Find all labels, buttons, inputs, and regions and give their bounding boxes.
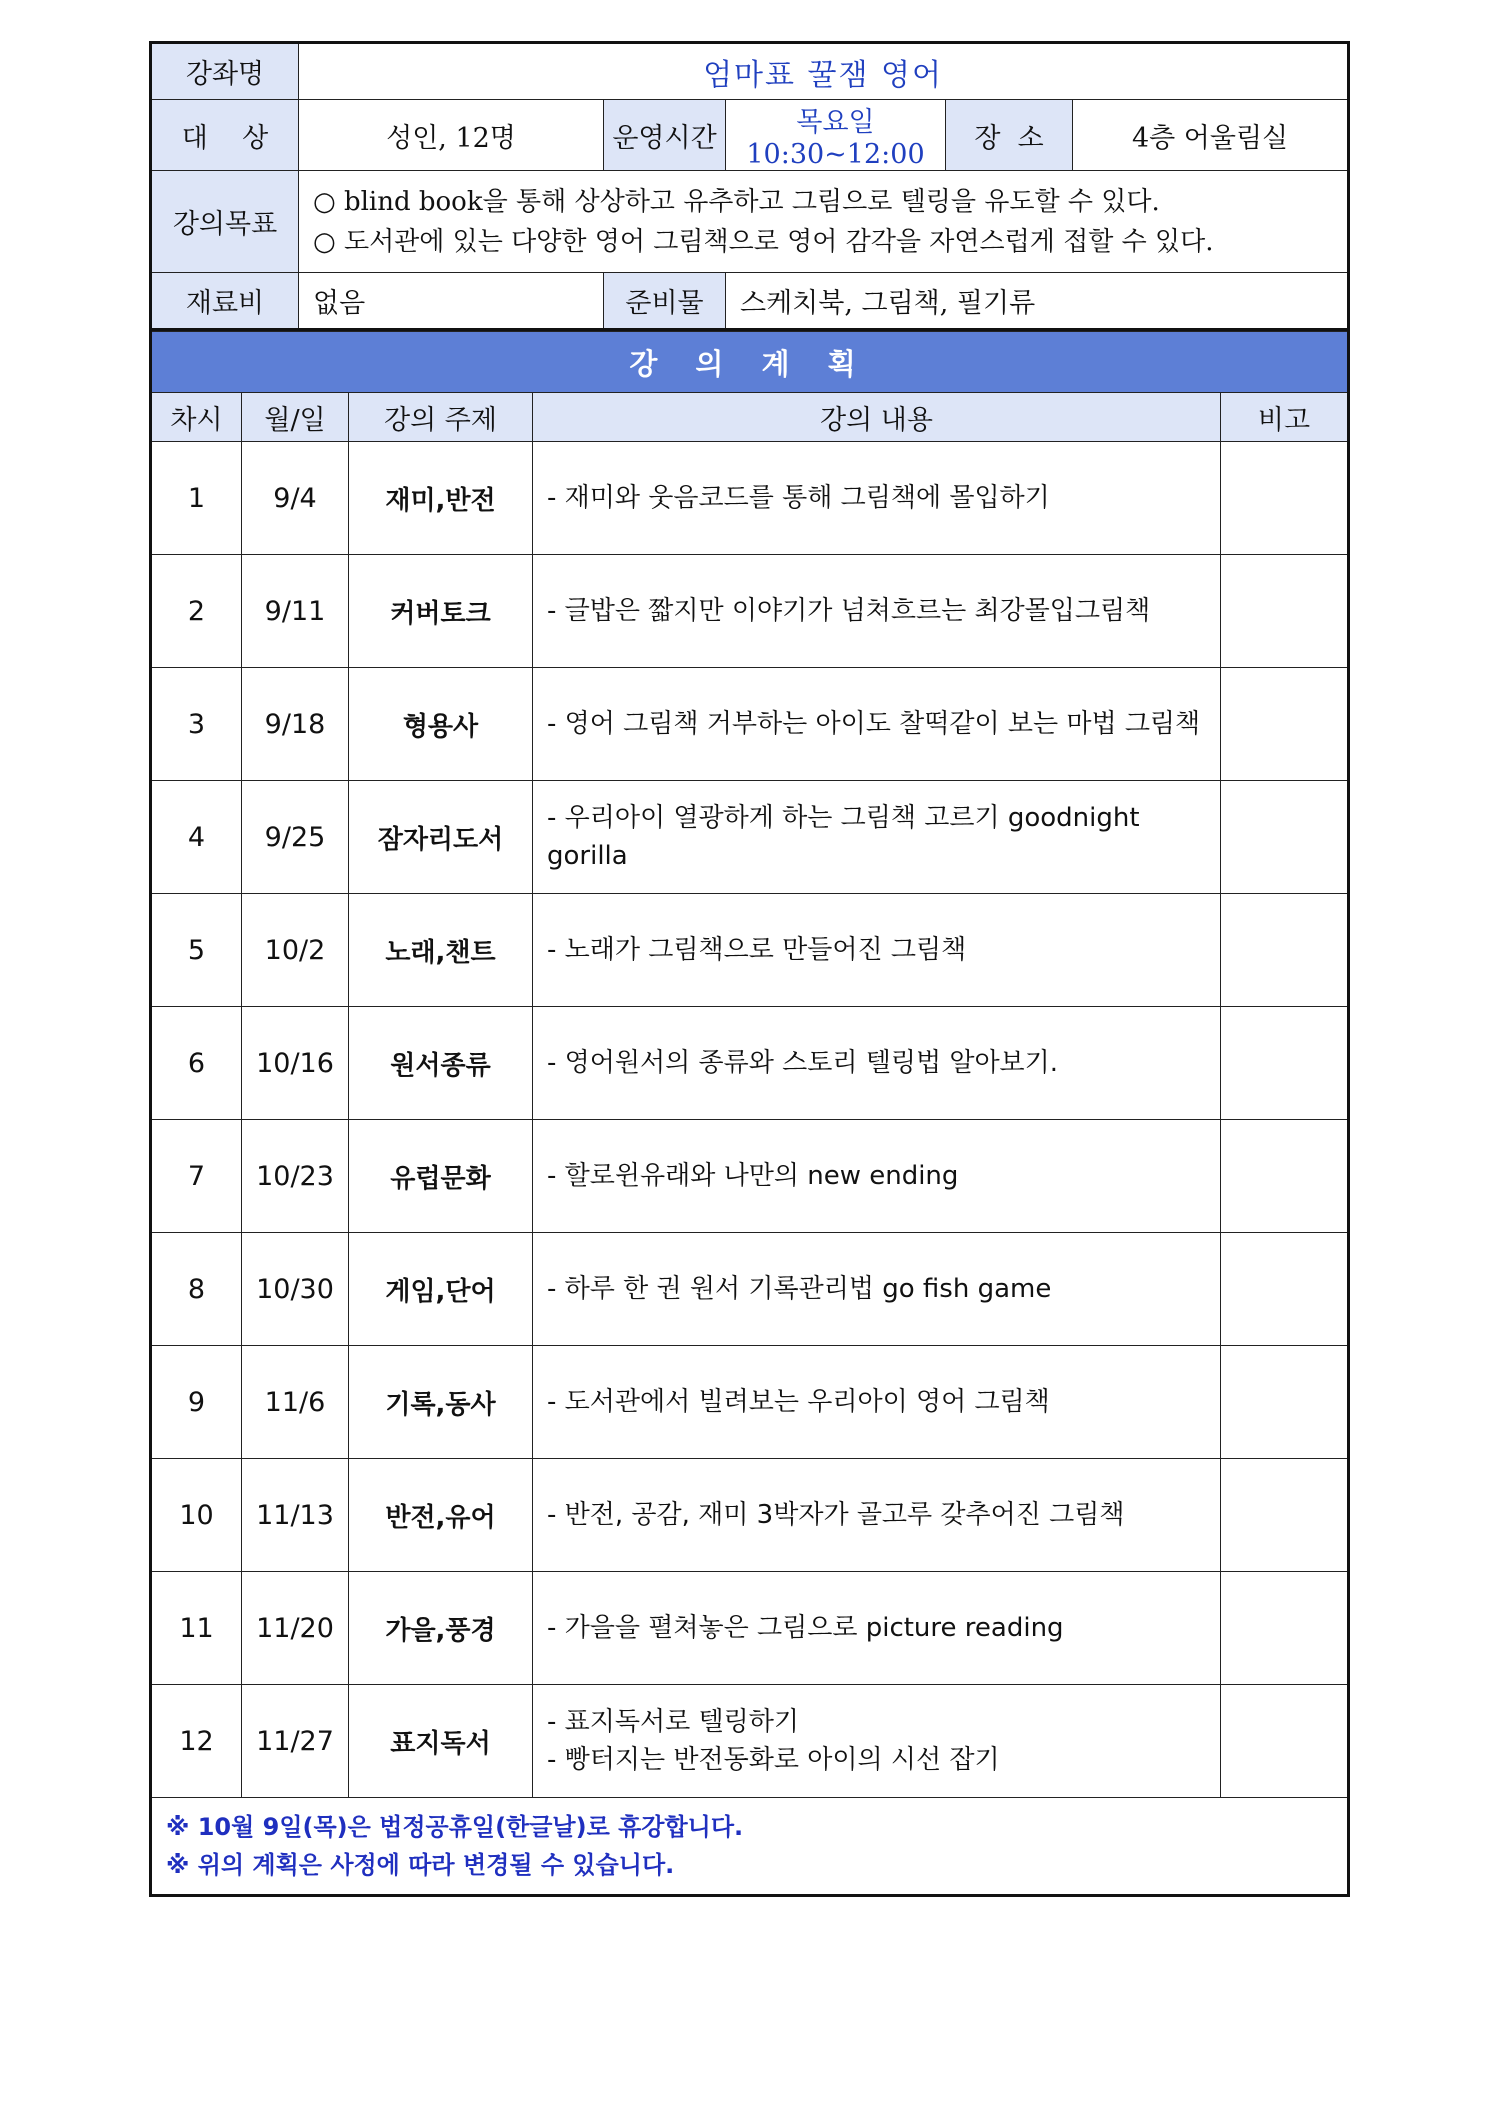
goal-item: ○ 도서관에 있는 다양한 영어 그림책으로 영어 감각을 자연스럽게 접할 수 있다.	[313, 226, 1214, 257]
session-date: 10/23	[242, 1120, 349, 1233]
content-line: - 재미와 웃음코드를 통해 그림책에 몰입하기	[547, 483, 1050, 513]
course-label: 강좌명	[151, 43, 299, 100]
content-line: - 가을을 펼쳐놓은 그림으로 picture reading	[547, 1613, 1064, 1643]
session-remarks	[1221, 1233, 1349, 1346]
goal-label: 강의목표	[151, 171, 299, 273]
material-fee-value: 없음	[299, 273, 604, 330]
session-remarks	[1221, 1459, 1349, 1572]
session-topic: 표지독서	[349, 1685, 533, 1798]
table-row	[151, 668, 1349, 781]
table-row	[151, 1120, 1349, 1233]
lecture-plan-document	[149, 41, 1347, 1897]
session-content	[533, 1459, 1221, 1572]
session-date: 9/11	[242, 555, 349, 668]
content-line: - 빵터지는 반전동화로 아이의 시선 잡기	[547, 1745, 1000, 1775]
goal-list	[299, 171, 1349, 273]
session-remarks	[1221, 1007, 1349, 1120]
lecture-plan-table	[149, 331, 1350, 1897]
header-session: 차시	[151, 393, 242, 442]
session-date: 10/16	[242, 1007, 349, 1120]
session-content	[533, 1120, 1221, 1233]
session-content	[533, 1233, 1221, 1346]
change-note: ※ 위의 계획은 사정에 따라 변경될 수 있습니다.	[166, 1851, 675, 1879]
content-line: - 표지독서로 텔링하기	[547, 1707, 799, 1737]
session-content	[533, 781, 1221, 894]
session-date: 10/30	[242, 1233, 349, 1346]
session-remarks	[1221, 1572, 1349, 1685]
session-content	[533, 894, 1221, 1007]
session-remarks	[1221, 555, 1349, 668]
session-number: 12	[151, 1685, 242, 1798]
table-row	[151, 1572, 1349, 1685]
session-topic: 잠자리도서	[349, 781, 533, 894]
session-number: 11	[151, 1572, 242, 1685]
content-line: - 영어원서의 종류와 스토리 텔링법 알아보기.	[547, 1048, 1059, 1078]
session-date: 9/4	[242, 442, 349, 555]
target-value: 성인, 12명	[299, 100, 604, 171]
table-row	[151, 1459, 1349, 1572]
session-number: 2	[151, 555, 242, 668]
session-number: 8	[151, 1233, 242, 1346]
session-content	[533, 1346, 1221, 1459]
session-date: 11/6	[242, 1346, 349, 1459]
session-topic: 게임,단어	[349, 1233, 533, 1346]
session-number: 3	[151, 668, 242, 781]
session-remarks	[1221, 1346, 1349, 1459]
plan-title: 강 의 계 획	[151, 332, 1349, 393]
content-line: - 우리아이 열광하게 하는 그림책 고르기 goodnight gorilla	[547, 803, 1140, 871]
session-remarks	[1221, 668, 1349, 781]
content-line: - 글밥은 짧지만 이야기가 넘쳐흐르는 최강몰입그림책	[547, 596, 1151, 626]
session-number: 6	[151, 1007, 242, 1120]
table-row	[151, 555, 1349, 668]
session-remarks	[1221, 781, 1349, 894]
material-fee-label: 재료비	[151, 273, 299, 330]
session-topic: 가을,풍경	[349, 1572, 533, 1685]
table-row	[151, 1685, 1349, 1798]
time-value: 목요일 10:30~12:00	[726, 100, 946, 171]
content-line: - 반전, 공감, 재미 3박자가 골고루 갖추어진 그림책	[547, 1500, 1125, 1530]
header-content: 강의 내용	[533, 393, 1221, 442]
session-topic: 커버토크	[349, 555, 533, 668]
session-topic: 재미,반전	[349, 442, 533, 555]
session-content	[533, 1572, 1221, 1685]
session-content	[533, 1685, 1221, 1798]
content-line: - 영어 그림책 거부하는 아이도 찰떡같이 보는 마법 그림책	[547, 709, 1201, 739]
place-label: 장 소	[946, 100, 1073, 171]
header-topic: 강의 주제	[349, 393, 533, 442]
session-date: 11/20	[242, 1572, 349, 1685]
session-content	[533, 442, 1221, 555]
session-remarks	[1221, 442, 1349, 555]
table-row	[151, 442, 1349, 555]
supplies-label: 준비물	[604, 273, 726, 330]
session-topic: 노래,챈트	[349, 894, 533, 1007]
session-date: 9/18	[242, 668, 349, 781]
table-row	[151, 781, 1349, 894]
target-label: 대 상	[151, 100, 299, 171]
session-topic: 원서종류	[349, 1007, 533, 1120]
session-topic: 유럽문화	[349, 1120, 533, 1233]
session-number: 10	[151, 1459, 242, 1572]
course-name: 엄마표 꿀잼 영어	[299, 43, 1349, 100]
session-number: 9	[151, 1346, 242, 1459]
session-topic: 형용사	[349, 668, 533, 781]
time-label: 운영시간	[604, 100, 726, 171]
course-info-table	[149, 41, 1350, 331]
content-line: - 도서관에서 빌려보는 우리아이 영어 그림책	[547, 1387, 1050, 1417]
table-row	[151, 1346, 1349, 1459]
session-date: 11/27	[242, 1685, 349, 1798]
content-line: - 노래가 그림책으로 만들어진 그림책	[547, 935, 967, 965]
goal-item: ○ blind book을 통해 상상하고 유추하고 그림으로 텔링을 유도할 수 있다.	[313, 186, 1160, 217]
session-number: 4	[151, 781, 242, 894]
content-line: - 하루 한 권 원서 기록관리법 go fish game	[547, 1274, 1052, 1304]
table-row	[151, 1233, 1349, 1346]
notes-cell	[151, 1798, 1349, 1896]
holiday-note: ※ 10월 9일(목)은 법정공휴일(한글날)로 휴강합니다.	[166, 1813, 744, 1841]
session-topic: 기록,동사	[349, 1346, 533, 1459]
session-content	[533, 668, 1221, 781]
session-remarks	[1221, 1685, 1349, 1798]
session-date: 9/25	[242, 781, 349, 894]
header-remarks: 비고	[1221, 393, 1349, 442]
session-date: 10/2	[242, 894, 349, 1007]
session-remarks	[1221, 1120, 1349, 1233]
plan-rows	[151, 442, 1349, 1798]
table-row	[151, 1007, 1349, 1120]
session-content	[533, 555, 1221, 668]
session-date: 11/13	[242, 1459, 349, 1572]
session-number: 7	[151, 1120, 242, 1233]
session-number: 5	[151, 894, 242, 1007]
table-row	[151, 894, 1349, 1007]
session-remarks	[1221, 894, 1349, 1007]
supplies-value: 스케치북, 그림책, 필기류	[726, 273, 1349, 330]
header-date: 월/일	[242, 393, 349, 442]
session-number: 1	[151, 442, 242, 555]
session-topic: 반전,유어	[349, 1459, 533, 1572]
content-line: - 할로윈유래와 나만의 new ending	[547, 1161, 959, 1191]
place-value: 4층 어울림실	[1073, 100, 1349, 171]
session-content	[533, 1007, 1221, 1120]
